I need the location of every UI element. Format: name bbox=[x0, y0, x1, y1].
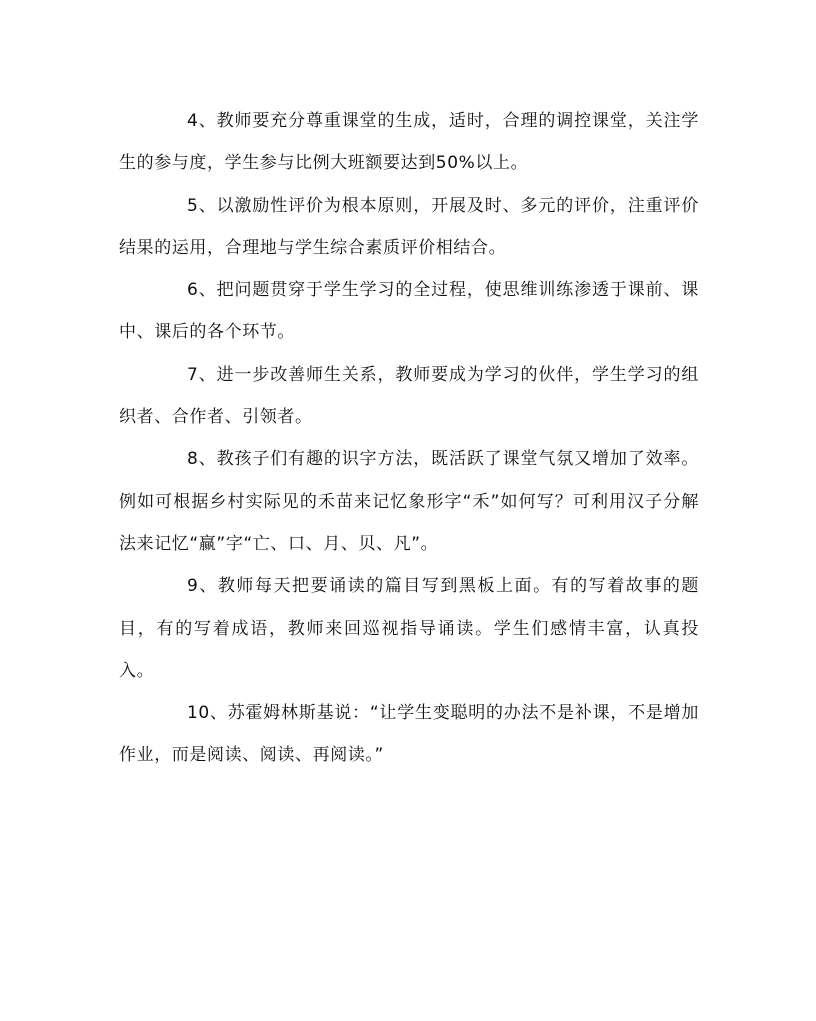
paragraph-item-4: 4、教师要充分尊重课堂的生成，适时，合理的调控课堂，关注学生的参与度，学生参与比例大班额要达到50%以上。 bbox=[119, 111, 699, 174]
paragraph-item-5: 5、以激励性评价为根本原则，开展及时、多元的评价，注重评价结果的运用，合理地与学生综合素质评价相结合。 bbox=[119, 195, 699, 258]
paragraph-item-8: 8、教孩子们有趣的识字方法，既活跃了课堂气氛又增加了效率。例如可根据乡村实际见的禾苗来记忆象形字“禾”如何写？可利用汉子分解法来记忆“赢”字“亡、口、月、贝、凡”。 bbox=[119, 449, 699, 554]
paragraph-item-6: 6、把问题贯穿于学生学习的全过程，使思维训练渗透于课前、课中、课后的各个环节。 bbox=[119, 280, 699, 343]
paragraph-item-7: 7、进一步改善师生关系，教师要成为学习的伙伴，学生学习的组织者、合作者、引领者。 bbox=[119, 364, 699, 428]
paragraph-item-9: 9、教师每天把要诵读的篇目写到黑板上面。有的写着故事的题目，有的写着成语，教师来回巡视指导诵读。学生们感情丰富，认真投入。 bbox=[119, 576, 699, 681]
document-body bbox=[119, 100, 699, 777]
paragraph-item-10: 10、苏霍姆林斯基说：“让学生变聪明的办法不是补课，不是增加作业，而是阅读、阅读、再阅读。” bbox=[119, 703, 699, 766]
